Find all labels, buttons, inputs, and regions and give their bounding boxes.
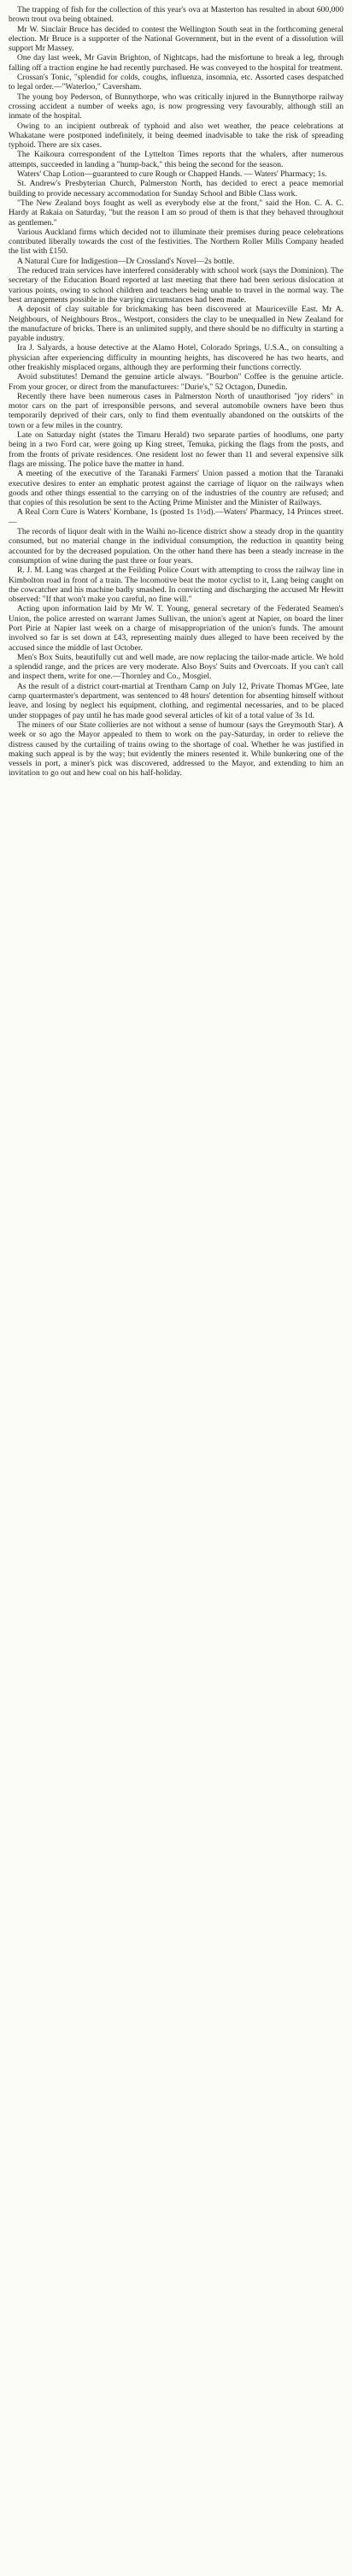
news-paragraph: Ira J. Salyards, a house detective at the Alamo Hotel, Colorado Springs, U.S.A., on consulting a physician after experiencing difficulty in mounting heights, has discovered he has two hearts, and other freakishly misplaced organs, although they are performing their functions correctly. (9, 343, 343, 372)
advertisement-paragraph: A Natural Cure for Indigestion—Dr Crossland's Novel—2s bottle. (17, 256, 235, 266)
news-paragraph: St. Andrew's Presbyterian Church, Palmerston North, has decided to erect a peace memorial building to provide necessary accommodation for Sunday School and Bible Class work. (9, 179, 343, 198)
news-paragraph: The reduced train services have interfered considerably with school work (says the Dominion). The secretary of the Education Board reported at last meeting that there had been serious dislocation at various points, owing to school children and teachers being unable to travel in the normal way. The best arrangements possible in the varying circumstances had been made. (9, 266, 343, 305)
news-paragraph: "The New Zealand boys fought as well as everybody else at the front," said the Hon. C. A. C. Hardy at Rakaia on Saturday, "but the reason I am so proud of them is that they behaved throughout as gentlemen." (9, 198, 343, 228)
news-paragraph: The trapping of fish for the collection of this year's ova at Masterton has resulted in about 600,000 brown trout ova being obtained. (9, 5, 343, 25)
news-paragraph: Owing to an incipient outbreak of typhoid and also wet weather, the peace celebrations at Whakatane were postponed indefinitely, it being deemed inadvisable to take the risk of spreading typhoid. There are six cases. (9, 121, 343, 151)
news-paragraph: The miners of our State collieries are not without a sense of humour (says the Greymouth Star). A week or so ago the Mayor appealed to them to work on the pay-Saturday, in order to relieve the distress caused by the curtailing of trains owing to the shortage of coal. Whether he was justified in making such appeal is by the way; but evidently the miners resented it. While bunkering one of the vessels in port, a miner's pick was discovered, addressed to the Mayor, and extending to him an invitation to go out and hew coal on his half-holiday. (9, 720, 343, 779)
news-paragraph: As the result of a district court-martial at Trentham Camp on July 12, Private Thomas M'Gee, late camp quartermaster's department, was sentenced to 48 hours' detention for absenting himself without leave, and losing by neglect his equipment, clothing, and regimental necessaries, and to be placed under stoppages of pay until he has made good several articles of kit of a total value of 3s 1d. (9, 681, 343, 720)
news-paragraph: The young boy Pederson, of Bunnythorpe, who was critically injured in the Bunnythorpe railway crossing accident a number of weeks ago, is now progressing very favourably, although still an inmate of the hospital. (9, 92, 343, 121)
news-paragraph: The records of liquor dealt with in the Waihi no-licence district show a steady drop in the quantity consumed, but no material change in the individual consumption, the reduction in quantity being accounted for by the decreased population. On the other hand there has been a steady increase in the consumption of wine during the past three or four years. (9, 527, 343, 566)
news-paragraph: One day last week, Mr Gavin Brighton, of Nightcaps, had the misfortune to break a leg, through falling off a traction engine he had recently purchased. He was conveyed to the hospital for treatment. (9, 53, 343, 73)
news-paragraph: R. J. M. Lang was charged at the Feilding Police Court with attempting to cross the railway line in Kimbolton road in front of a train. The locomotive beat the motor cyclist to it, Lang being caught on the cowcatcher and his machine badly smashed. In convicting and discharging the accused Mr Hewitt observed: "If that won't make you careful, no fine will." (9, 566, 343, 605)
news-paragraph: Recently there have been numerous cases in Palmerston North of unauthorised "joy riders" in motor cars on the part of irresponsible persons, and several automobile owners have been thus temporarily deprived of their cars, only to find them eventually abandoned on the outskirts of the town or a few miles in the country. (9, 391, 343, 430)
advertisement-paragraph: Waters' Chap Lotion—guaranteed to cure Rough or Chapped Hands. — Waters' Pharmacy; 1s. (17, 169, 327, 180)
news-paragraph: Acting upon information laid by Mr W. T. Young, general secretary of the Federated Seamen's Union, the police arrested on warrant James Sullivan, the union's agent at Napier, on board the liner Port Pirie at Napier last week on a charge of misappropriation of the union's funds. The amount involved so far is set down at £43, representing mainly dues alleged to have been received by the accused since the middle of last October. (9, 604, 343, 653)
advertisement-paragraph: Avoid substitutes! Demand the genuine article always. "Bourbon" Coffee is the genuine article. From your grocer, or direct from the manufacturers: "Durie's," 52 Octagon, Dunedin. (9, 372, 343, 392)
news-paragraph: Mr W. Sinclair Bruce has decided to contest the Wellington South seat in the forthcoming general election. Mr Bruce is a supporter of the National Government, but in the event of a dissolution will support Mr Massey. (9, 24, 343, 54)
advertisement-paragraph: Men's Box Suits, beautifully cut and well made, are now replacing the tailor-made article. We hold a splendid range, and the prices are very moderate. Also Boys' Suits and Overcoats. If you can't call and inspect them, write for one.—Thornley and Co., Mosgiel. (9, 652, 343, 682)
news-paragraph: Various Auckland firms which decided not to illuminate their premises during peace celebrations contributed liberally towards the cost of the festivities. The Northern Roller Mills Company headed the list with £150. (9, 227, 343, 257)
news-paragraph: Late on Saturday night (states the Timaru Herald) two separate parties of hoodlums, one party being in a two Ford car, were going up King street, Temuka, picking the flags from the posts, and from the fronts of private residences. One resident lost no fewer than 11 and several expensive silk flags are missing. The police have the matter in hand. (9, 430, 343, 469)
news-paragraph: The Kaikoura correspondent of the Lyttelton Times reports that the whalers, after numerous attempts, succeeded in landing a "hump-back," this being the second for the season. (9, 150, 343, 169)
advertisement-paragraph: A Real Corn Cure is Waters' Kornbane, 1s (posted 1s 1½d).—Waters' Pharmacy, 14 Princes street.— (9, 507, 343, 527)
advertisement-paragraph: Crossan's Tonic, "splendid for colds, coughs, influenza, insomnia, etc. Assorted cases despatched to legal order.—"Waterloo," Caversham. (9, 73, 343, 92)
news-paragraph: A meeting of the executive of the Taranaki Farmers' Union passed a motion that the Taranaki executive desires to enter an emphatic protest against the carriage of liquor on the railways when goods and other things essential to the carrying on of the industries of the country are refused; and that copies of this resolution be sent to the Acting Prime Minister and the Minister of Railways. (9, 469, 343, 508)
news-paragraph: A deposit of clay suitable for brickmaking has been discovered at Mauriceville East. Mr A. Neighbours, of Neighbours Bros., Westport, considers the clay to be unequalled in New Zealand for the manufacture of bricks. There is an unlimited supply, and there should be no difficulty in starting a payable industry. (9, 305, 343, 344)
